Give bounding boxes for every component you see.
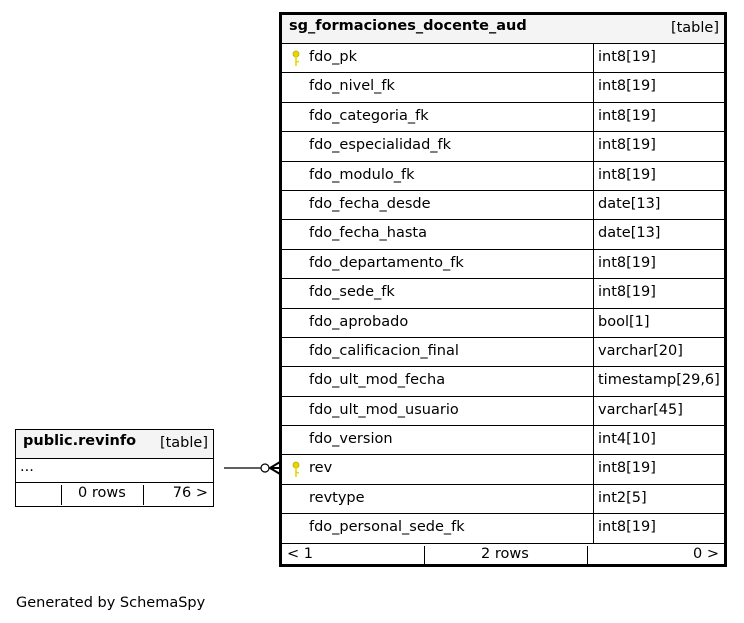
column-type: int8[19] [598,254,656,271]
column-name: fdo_personal_sede_fk [309,519,465,536]
column-name: fdo_aprobado [309,313,409,330]
column-row[interactable] [282,514,724,543]
column-row[interactable] [282,132,724,161]
column-type: int8[19] [598,519,656,536]
column-row[interactable] [282,309,724,338]
column-type: int8[19] [598,49,656,65]
column-row[interactable] [282,191,724,220]
row-count: 0 rows [78,485,126,501]
column-row[interactable] [282,397,724,426]
column-row[interactable] [282,103,724,132]
column-row[interactable] [282,426,724,455]
table-header [16,430,213,459]
column-name: fdo_modulo_fk [309,166,415,183]
column-type: int8[19] [598,166,656,183]
column-name: fdo_calificacion_final [309,342,459,359]
row-count: 2 rows [481,545,529,562]
column-type: date[13] [598,225,661,242]
column-row[interactable] [282,44,724,73]
column-row[interactable] [282,485,724,514]
parents-link[interactable]: < 1 [287,545,313,562]
column-type: bool[1] [598,313,650,330]
table-footer [16,483,213,507]
column-name: fdo_pk [309,49,358,65]
key-icon [291,50,301,67]
column-type: timestamp[29,6] [598,372,720,389]
column-type: int8[19] [598,78,656,95]
table-tag: [table] [159,435,208,451]
table-header [282,15,724,44]
column-type: int8[19] [598,107,656,124]
column-type: int2[5] [598,489,647,506]
key-icon [291,461,301,478]
columns-ellipsis: ... [16,459,213,483]
column-row[interactable] [282,338,724,367]
column-name: fdo_ult_mod_usuario [309,401,459,418]
column-name: fdo_especialidad_fk [309,137,452,154]
table-name[interactable]: sg_formaciones_docente_aud [289,18,527,34]
column-name: revtype [309,489,365,506]
column-name: fdo_nivel_fk [309,78,395,95]
column-name: fdo_fecha_hasta [309,225,427,242]
column-row[interactable] [282,162,724,191]
column-type: varchar[20] [598,342,683,359]
generated-by-credit: Generated by SchemaSpy [16,595,206,611]
table-public-revinfo[interactable] [15,429,214,507]
column-name: fdo_departamento_fk [309,254,464,271]
zero-cardinality-circle [261,464,269,472]
column-name: fdo_ult_mod_fecha [309,372,446,389]
column-row[interactable] [282,455,724,484]
column-name: fdo_categoria_fk [309,107,429,124]
column-type: int8[19] [598,460,656,477]
table-sg-formaciones-docente-aud[interactable] [279,12,727,567]
column-name: fdo_version [309,431,393,448]
column-type: varchar[45] [598,401,683,418]
table-tag: [table] [670,20,719,36]
column-row[interactable] [282,279,724,308]
column-row[interactable] [282,250,724,279]
children-link[interactable]: 76 > [172,485,208,501]
column-row[interactable] [282,367,724,396]
column-name: fdo_sede_fk [309,284,395,301]
column-row[interactable] [282,220,724,249]
table-name[interactable]: public.revinfo [23,433,137,449]
children-link[interactable]: 0 > [693,545,719,562]
column-name: rev [309,460,333,477]
column-type: int4[10] [598,431,656,448]
column-type: int8[19] [598,137,656,154]
column-type: date[13] [598,195,661,212]
column-name: fdo_fecha_desde [309,195,431,212]
column-row[interactable] [282,73,724,102]
column-type: int8[19] [598,284,656,301]
table-footer [282,544,724,568]
